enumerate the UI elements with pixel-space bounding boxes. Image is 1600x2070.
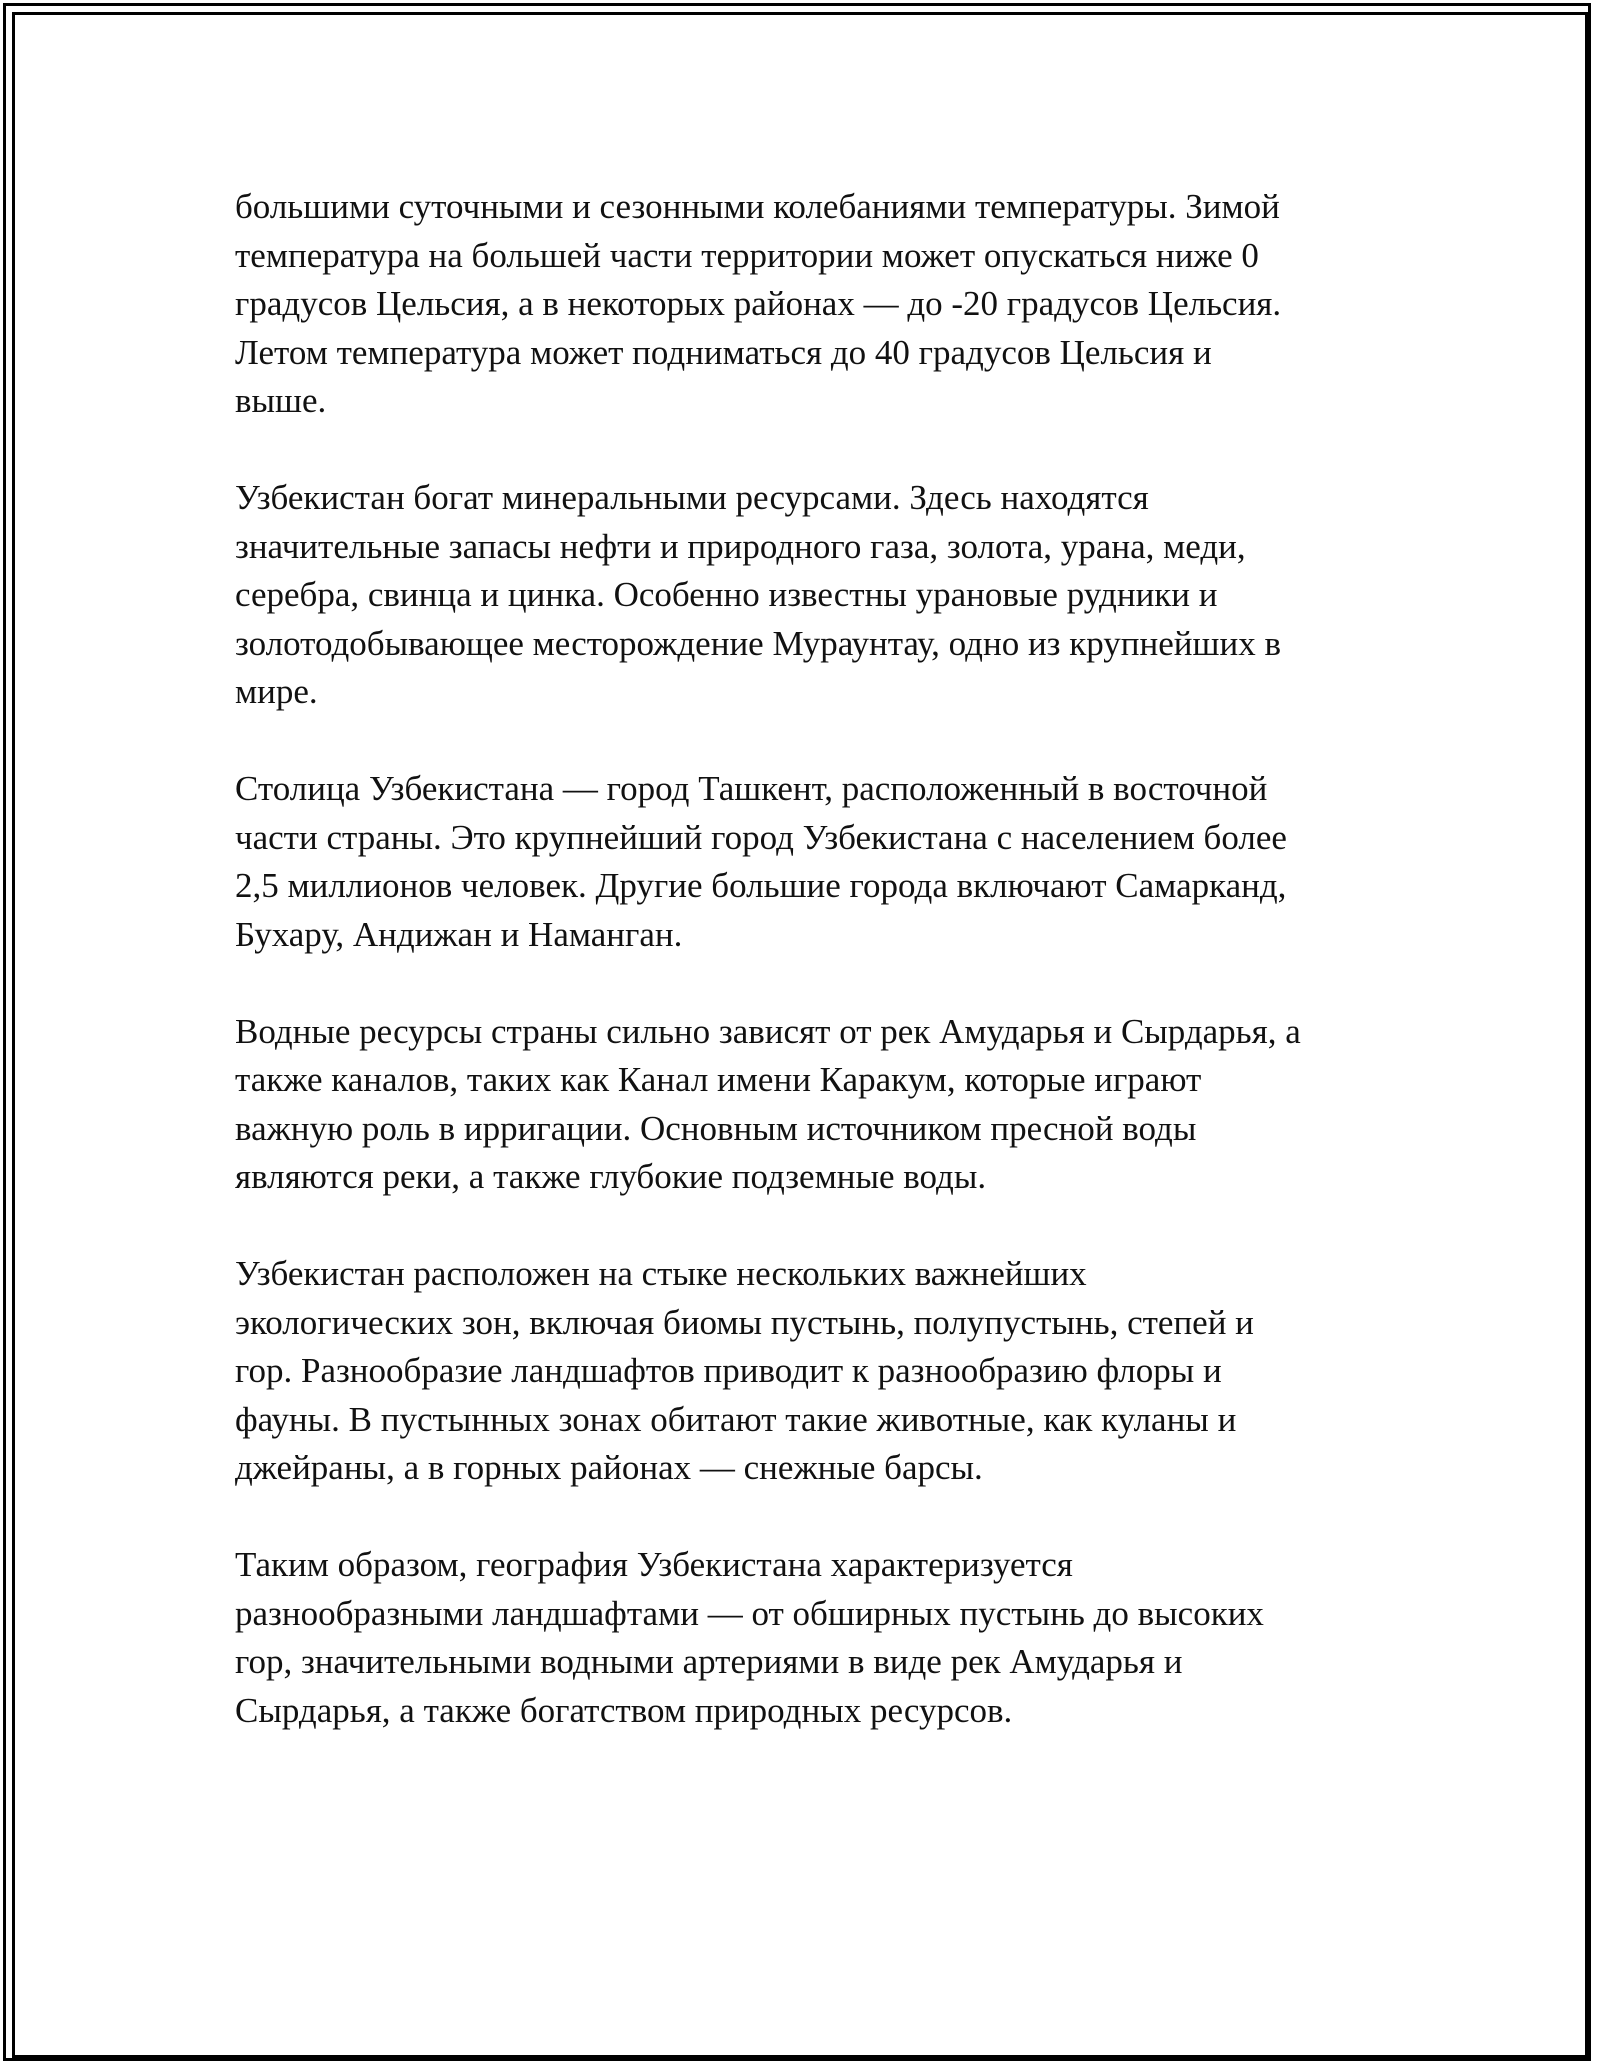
text-line: являются реки, а также глубокие подземные воды. (235, 1157, 987, 1196)
paragraph-minerals (235, 474, 1365, 717)
text-line: выше. (235, 381, 327, 420)
paragraph-ecology (235, 1250, 1365, 1493)
text-line: гор. Разнообразие ландшафтов приводит к разнообразию флоры и (235, 1351, 1222, 1390)
paragraph-climate (235, 183, 1365, 426)
paragraph-conclusion (235, 1541, 1365, 1735)
document-body (235, 183, 1365, 1784)
text-line: Таким образом, география Узбекистана характеризуется (235, 1545, 1073, 1584)
paragraph-water (235, 1008, 1365, 1202)
paragraph-capital (235, 765, 1365, 959)
text-line: градусов Цельсия, а в некоторых районах — до -20 градусов Цельсия. (235, 284, 1282, 323)
text-line: джейраны, а в горных районах — снежные барсы. (235, 1448, 983, 1487)
text-line: гор, значительными водными артериями в виде рек Амударья и (235, 1642, 1183, 1681)
text-line: Сырдарья, а также богатством природных ресурсов. (235, 1690, 1013, 1730)
text-line: мире. (235, 672, 318, 711)
text-line: золотодобывающее месторождение Мураунтау, одно из крупнейших в (235, 623, 1281, 663)
text-line: температура на большей части территории может опускаться ниже 0 (235, 235, 1259, 275)
text-line: Водные ресурсы страны сильно зависят от рек Амударья и Сырдарья, а (235, 1011, 1301, 1051)
text-line: также каналов, таких как Канал имени Каракум, которые играют (235, 1060, 1202, 1099)
text-line: важную роль в ирригации. Основным источником пресной воды (235, 1108, 1197, 1148)
text-line: серебра, свинца и цинка. Особенно известны урановые рудники и (235, 575, 1218, 614)
text-line: экологических зон, включая биомы пустынь, полупустынь, степей и (235, 1302, 1254, 1342)
text-line: фауны. В пустынных зонах обитают такие животные, как куланы и (235, 1399, 1237, 1439)
text-line: Столица Узбекистана — город Ташкент, расположенный в восточной (235, 769, 1268, 808)
text-line: разнообразными ландшафтами — от обширных пустынь до высоких (235, 1593, 1264, 1633)
text-line: части страны. Это крупнейший город Узбекистана с населением более (235, 817, 1287, 857)
text-line: 2,5 миллионов человек. Другие большие города включают Самарканд, (235, 866, 1287, 905)
text-line: Бухару, Андижан и Наманган. (235, 914, 683, 954)
text-line: Летом температура может подниматься до 40 градусов Цельсия и (235, 332, 1212, 372)
text-line: большими суточными и сезонными колебаниями температуры. Зимой (235, 187, 1280, 226)
text-line: значительные запасы нефти и природного газа, золота, урана, меди, (235, 526, 1246, 566)
text-line: Узбекистан расположен на стыке нескольких важнейших (235, 1254, 1087, 1293)
text-line: Узбекистан богат минеральными ресурсами. Здесь находятся (235, 478, 1149, 517)
